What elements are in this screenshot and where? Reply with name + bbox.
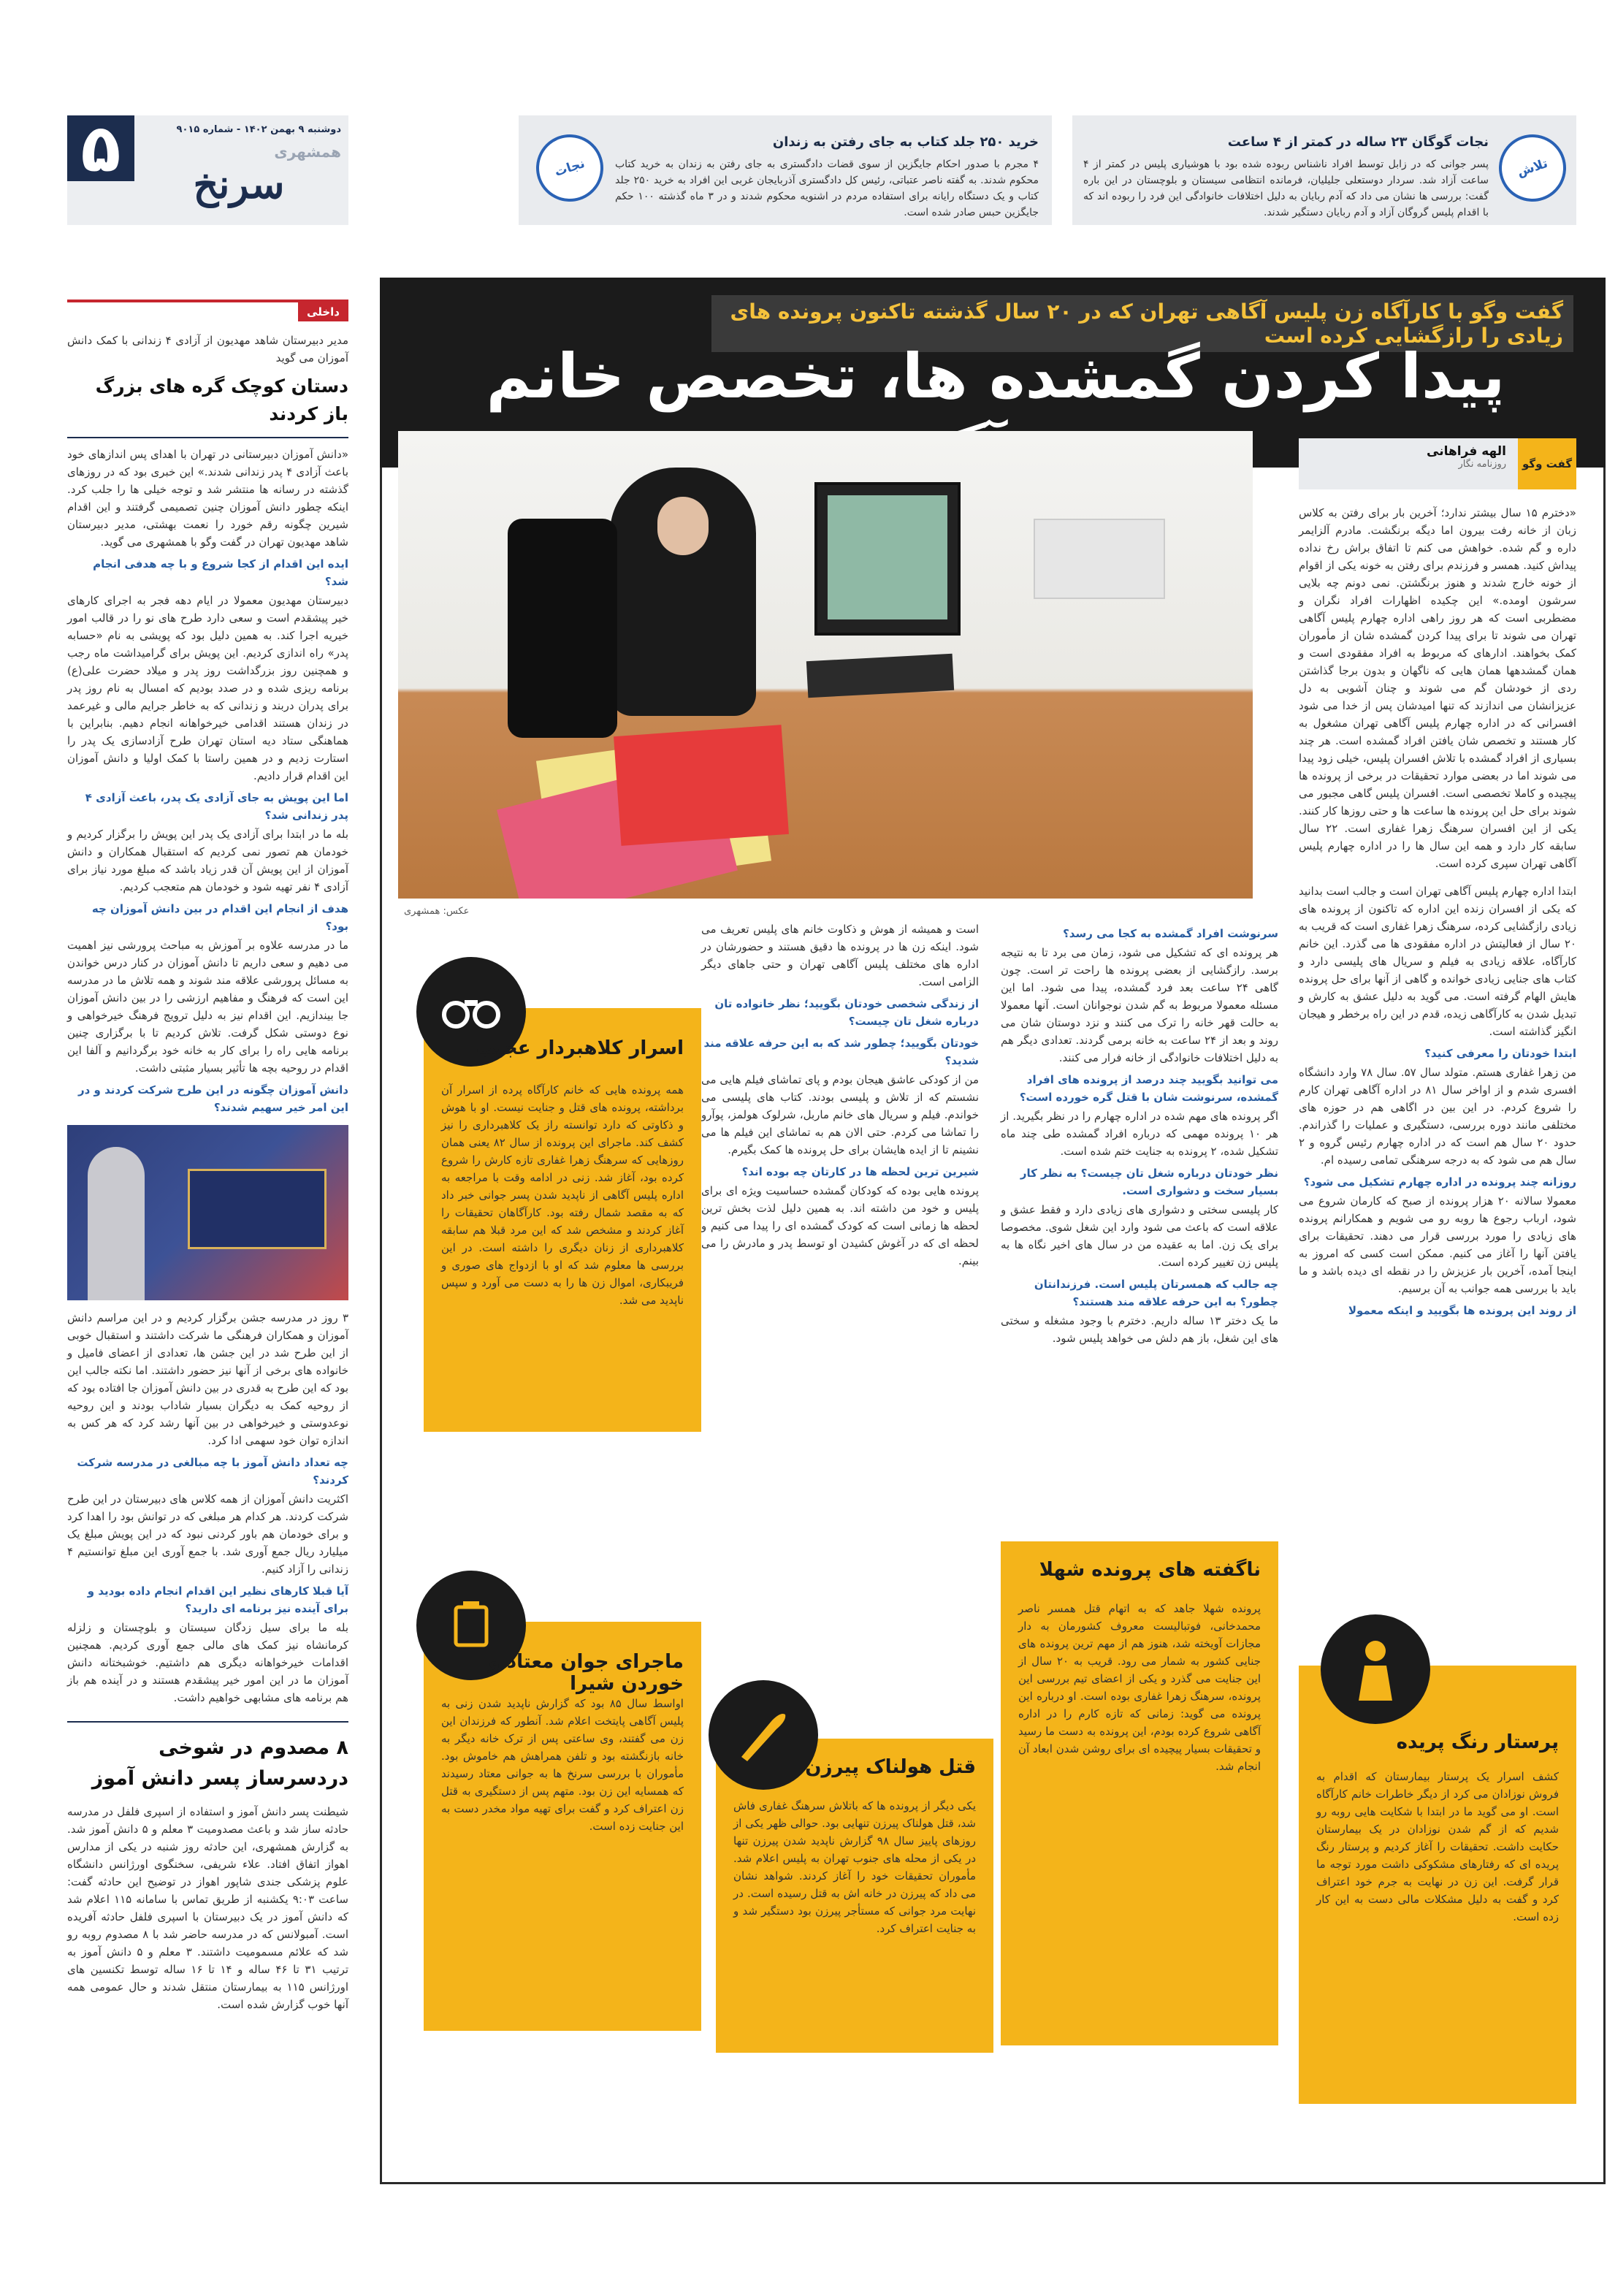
col1-p2: ابتدا اداره چهارم پلیس آگاهی تهران است و جالب است بدانید که یکی از افسران زنده این اداره که تاکنون از پرونده های زیادی رازگشایی کرده، سرهنگ زهرا غفاری است که قریب به ۲۰ سال از فعالیتش در اداره مفقودی ها می گذرد. این خانم کارآگاه، علاقه زیادی به فیلم و سریال های پلیسی دارد و کتاب های جنایی زیادی خوانده و گاهی از آنها برای حل پرونده هایش الهام گرفته است. می گوید به دلیل عشق به کارش و تبدیل شدن به کارآگاهی زیده، قدم در این راه برخطر و هیجان انگیز گذاشته است.: [1298, 885, 1576, 1038]
box-old-woman-body: یکی دیگر از پرونده ها که باتلاش سرهنگ غفاری فاش شد، قتل هولناک پیرزن تنهایی بود. حوالی ظهر یکی از روزهای پاییز سال ۹۸ گزارش ناپدید شدن پیرزن تنها در یکی از محله های جنوب تهران به پلیس اعلام شد. مأموران تحقیقات خود را آغاز کردند. شواهد نشان می داد که پیرزن در خانه اش به قتل رسیده است. در نهایت مرد جوانی که مستأجر پیرزن بود دستگیر شد و به جنایت اعتراف کرد.: [733, 1799, 976, 1935]
col3-q3: شیرین ترین لحظه ها در کارتان چه بوده اند؟: [741, 1165, 979, 1178]
box-nurse: [1299, 1666, 1576, 2104]
nurse-icon: [1321, 1614, 1430, 1724]
teaser-1-title: نجات گوگان ۲۳ ساله در کمتر از ۴ ساعت: [1227, 134, 1489, 150]
col2-p2: اگر پرونده های مهم شده در اداره چهارم را در نظر بگیرید. از هر ۱۰ پرونده مهمی که درباره افراد گمشده طی چند ماه تشکیل شده، ۲ پرونده به جنایت ختم شده است.: [1001, 1110, 1278, 1158]
col2-p4: ما یک دختر ۱۳ ساله داریم. دخترم با وجود مشغله و سختی های این شغل، باز هم دلش می خواهد پلیس شود.: [1001, 1314, 1279, 1345]
box-addict-title: ماجرای جوان معتاد و خوردن شیرا: [488, 1651, 684, 1695]
story1-title: دستان کوچک گره های بزرگ باز کردند: [95, 375, 348, 424]
story1-q5: چه تعداد دانش آموز با چه مبالغی در مدرسه شرکت کردند؟: [77, 1456, 348, 1487]
box-addict-body: اواسط سال ۸۵ بود که گزارش ناپدید شدن زنی به پلیس آگاهی پایتخت اعلام شد. آنطور که فرزندان این زن می گفتند، وی ساعتی پس از ترک خانه دیگر به خانه بازنگشته بود و تلفن همراهش هم خاموش بود. مأموران با بررسی سرنخ ها به جوانی معتاد رسیدند که همسایه این زن بود. متهم پس از دستگیری به قتل زن اعتراف کرد و گفت برای تهیه مواد مخدر دست به این جنایت زده است.: [441, 1697, 684, 1833]
byline: [1299, 438, 1576, 489]
col3-q1: خودتان بگویید؛ چطور شد که به این حرفه علاقه مند شدید؟: [703, 1037, 979, 1067]
col2-p1: هر پرونده ای که تشکیل می شود، زمان می برد تا به نتیجه برسد. رازگشایی از بعضی پرونده ها راحت تر است. چون گاهی ۲۴ ساعت بعد فرد گمشده، پیدا می شود. اما این مسئله معمولا مربوط به گم شدن نوجوانان است. آنها معمولا به حالت قهر خانه را ترک می کنند و نزد دوستان شان می روند و بعد از ۲۴ ساعت به خانه برمی گردند. تعدادی دیگر هم به دلیل اختلافات خانوادگی از خانه فرار می کنند.: [1001, 946, 1278, 1064]
col1-p3: من زهرا غفاری هستم. متولد سال ۵۷. سال ۷۸ وارد دانشگاه افسری شدم و از اواخر سال ۸۱ در اداره آگاهی تهران کارم را شروع کردم. در این بین در اگاهی هم در حوزه های مختلفی مانند دوره بررسی، دستگیری و عملیات را گذراندم. حدود ۲۰ سال هم است که در اداره چهارم رئیس گروه و ۲ سال هم می شود که به درجه سرهنگی تمامی رسیده ام.: [1299, 1066, 1577, 1167]
byline-label: گفت وگو: [1522, 457, 1573, 470]
teaser-1-stamp: تلاش: [1490, 126, 1575, 210]
story1-p1: «دانش آموزان دبیرستانی در تهران با اهدای پس اندازهای خود باعث آزادی ۴ پدر زندانی شدند.» این خبری بود که در روزهای گذشته در رسانه ها منتشر شد و توجه خیلی ها را جلب کرد. اینکه چطور دانش آموزان چنین تصمیمی گرفتند و این اقدام شیرین چگونه رقم خورد را نعمت بهشتی، مدیر دبیرستان شاهد مهدیون تهران در گفت وگو با همشهری می گوید.: [67, 448, 349, 549]
left-column-photo: [67, 1125, 348, 1300]
section-logo: سرنخ: [193, 161, 285, 207]
story1-q4: دانش آموزان چگونه در این طرح شرکت کردند و در این امر خیر سهیم شدند؟: [77, 1083, 348, 1114]
box-shahla: [1001, 1541, 1278, 2045]
box-shahla-title: ناگفته های پرونده شهلا: [1039, 1559, 1261, 1581]
article-photo: [398, 431, 1253, 899]
author-name: الهه فراهانی: [1427, 444, 1506, 459]
box-old-woman-title: قتل هولناک پیرزن: [805, 1756, 976, 1778]
story1-p4: ما در مدرسه علاوه بر آموزش به مباحث پرورشی نیز اهمیت می دهیم و سعی داریم تا دانش آموزان در کنار درس خواندن به مسائل پرورشی علاقه مند شوند و همه تلاش ما در مدرسه این است که فرهنگ و مفاهیم ارزشی را در بین دانش آموزان جا بیندازیم. این اقدام نیز به دلیل ترویج فرهنگ خیرخواهی و نوع دوستی شکل گرفت. تلاش کردیم تا با برگزاری چنین برنامه هایی راه را برای کار به خانه خود برگردانیم و آلفا این اقدام در روحیه بچه ها تأثیر بسیار مثبتی داشت.: [67, 939, 348, 1075]
box-swindler: [424, 1008, 701, 1432]
story1-p2: دبیرستان مهدیون معمولا در ایام دهه فجر به اجرای کارهای خیر پیشقدم است و سعی دارد طرح های نو را در قالب امور خیریه اجرا کند. به همین دلیل بود که پویشی به نام «حسابه پدر» راه اندازی کردیم. این پویش برای گرامیداشت ماه رجب و همچنین روز بزرگداشت روز پدر و میلاد حضرت علی(ع) برنامه ریزی شده و در صدد بودیم که امسال به نام روز پدر برای پدران دربند و زندانی که به خاطر جرایم مالی و غیرعمد در زندان هستند اقدامی خیرخواهانه انجام دهیم. بنابراین با هماهنگی ستاد دیه استان تهران طرح آزادسازی یک پدر را استارت زدیم و در همین راستا با کمک اولیا و دانش آموزان این اقدام قرار دادیم.: [67, 594, 348, 782]
box-shahla-body: پرونده شهلا جاهد که به اتهام قتل همسر ناصر محمدخانی، فوتبالیست معروف کشورمان به دار مجازات آویخته شد، هنوز هم از مهم ترین پرونده های جنایی کشور به شمار می رود. قریب به ۲۰ سال از این جنایت می گذرد و یکی از اعضای تیم بررسی این پرونده، سرهنگ زهرا غفاری بوده است. او درباره این پرونده می گوید: زمانی که تازه کارم را در اداره آگاهی شروع کرده بودم، این پرونده به دست ما رسید و تحقیقات بسیار پیچیده ای برای روشن شدن ابعاد آن انجام شد.: [1018, 1602, 1261, 1773]
section-tag: داخلی: [298, 302, 348, 321]
story1-q3: هدف از انجام این اقدام در بین دانش آموزان چه بود؟: [91, 902, 348, 933]
article-intro: «دخترم ۱۵ سال بیشتر ندارد؛ آخرین بار برای رفتن به کلاس زبان از خانه رفت بیرون اما دیگه برنگشت. مادرم آلزایمر داره و گم شده. خواهش می کنم تا اتفاق براش رخ نداده پیداش کنید. همسر و فرزندم برای رفتن به خونه یکی از اقوام از خونه خارج شدند و هنوز برنگشتن. نمی دونم چه بلایی سرشون اومده.» این چکیده اظهارات افراد نگران و مضطربی است که هر روز راهی اداره چهارم پلیس آگاهی تهران می شوند تا برای پیدا کردن گمشده شان از مأموران کمک بخواهند. ادارهای که مربوط به افراد مفقودی است و همان گمشدهها همان هایی که ناگهان و بدون برجا گذاشتن ردی از خودشان گم می شوند و چنان آشوبی به دل عزیزانشان می اندازند که تنها امیدشان پس از خدا می شود افسرانی که در اداره چهارم پلیس آگاهی تهران مشغول به کار هستند و تخصص شان یافتن افراد گمشده است. هر چند بسیاری از افراد گمشده با تلاش افسران پلیس، خیلی زود پیدا می شوند اما در بعضی موارد تحقیقات در برخی از پرونده ها پیچیده و کاملا تخصصی است. افسران پلیس گاهی مجبور می شوند برای حل این پرونده ها ساعت ها و حتی روزها کار کنند. یکی از این افسران سرهنگ زهرا غفاری است. ۲۲ سال سابقه کار دارد و همه این سال ها را در اداره چهارم پلیس آگاهی تهران سپری کرده است.: [1299, 506, 1576, 870]
box-swindler-body: همه پرونده هایی که خانم کارآگاه پرده از اسرار آن برداشته، پرونده های قتل و جنایت نیست. او با هوش و ذکاوتی که دارد توانسته راز یک کلاهبرداری را نیز کشف کند. ماجرای این پرونده از سال ۸۲ یعنی همان روزهایی که سرهنگ زهرا غفاری تازه کارش را شروع کرده بود، آغاز شد. زنی در ادامه وقت با مراجعه به اداره پلیس آگاهی از ناپدید شدن پسر جوانی خبر داد که به مقصد شمال رفته بود. کارآگاهان تحقیقات را آغاز کردند و مشخص شد که این مرد قبلا هم سابقه کلاهبرداری از زنان دیگری را داشته است. در این بررسی ها معلوم شد که او با ازدواج های صوری و فریبکاری، اموال زن ها را به دست می آورد و سپس ناپدید می شد.: [441, 1083, 684, 1307]
col3-p2: است و همیشه از هوش و ذکاوت خانم های پلیس تعریف می شود. اینکه زن ها در پرونده ها دقیق هستند و حضورشان در اداره های مختلف پلیس آگاهی تهران و حتی جاهای دیگر الزامی است.: [701, 923, 979, 988]
article-supertitle: گفت وگو با کارآگاه زن پلیس آگاهی تهران که در ۲۰ سال گذشته تاکنون پرونده های زیادی را رازگشایی کرده است: [711, 295, 1573, 352]
teaser-2-stamp: نجات: [527, 126, 612, 210]
date-line: دوشنبه ۹ بهمن ۱۴۰۲ - شماره ۹۰۱۵: [176, 124, 341, 135]
col3-p1: من از کودکی عاشق هیجان بودم و پای تماشای فیلم هایی می نشستم که از تلاش و پلیسی بودند. کتاب های پلیسی می خواندم. فیلم و سریال های خانم ماربل، شرلوک هولمز، پوآرو را تماشا می کردم. حتی الان هم به تماشای این فیلم ها می نشینم تا از ایده هایشان برای حل پرونده ها کمک بگیرم.: [701, 1073, 979, 1156]
article-col-2: [1001, 920, 1278, 1347]
teaser-2-title: خرید ۲۵۰ جلد کتاب به جای رفتن به زندان: [772, 134, 1039, 150]
story1-intro: مدیر دبیرستان شاهد مهدیون از آزادی ۴ زندانی با کمک دانش آموزان می گوید: [67, 334, 348, 365]
left-column: [67, 300, 348, 2013]
col2-q4: چه جالب که همسرتان پلیس است. فرزندانتان چطور؟ به این حرفه علاقه مند هستند؟: [1034, 1278, 1278, 1308]
story1-p6: اکثریت دانش آموزان از همه کلاس های دبیرستان در این طرح شرکت کردند. هر کدام هر مبلغی که در توانش بود را اهدا کرد و برای خودمان هم باور کردنی نبود که در این پویش مبلغ یک میلیارد ریال جمع آوری شد. با جمع آوری این مبلغ توانستیم ۴ زندانی را آزاد کنیم.: [67, 1492, 348, 1576]
story1-q2: اما این پویش به جای آزادی یک پدر، باعث آزادی ۴ پدر زندانی شد؟: [85, 791, 348, 822]
col2-q2: می توانید بگویید چند درصد از پرونده های افراد گمشده، سرنوشت شان با قتل گره خورده است؟: [1019, 1073, 1278, 1104]
story1-p7: بله ما برای سیل زدگان سیستان و بلوچستان و زلزله کرمانشاه نیز کمک های مالی جمع آوری کردیم. همچنین اقدامات خیرخواهانه دیگری هم داشتیم. خوشبختانه دانش آموزان ما در این امور خیر پیشقدم هستند و در آینده هم باز هم برنامه های مشابهی خواهیم داشت.: [67, 1621, 348, 1704]
col2-p3: کار پلیسی سختی و دشواری های زیادی دارد و فقط عشق و علاقه است که باعث می شود وارد این شغل شوی. مخصوصا برای یک زن. اما به عقیده من در سال های اخیر نگاه ها به پلیس زن تغییر کرده است.: [1001, 1203, 1278, 1269]
paper-name: همشهری: [274, 143, 341, 161]
story1-q6: آیا قبلا کارهای نظیر این اقدام انجام داده بودید و برای آینده نیز برنامه ای دارید؟: [87, 1584, 348, 1615]
teaser-2-body: ۴ مجرم با صدور احکام جایگزین از سوی قضات دادگستری به جای رفتن به زندان به خرید کتاب محکوم شدند. به گفته ناصر عتباتی، رئیس کل دادگستری آذربایجان غربی این افراد به خرید ۲۵۰ جلد کتاب و یک دستگاه رایانه برای استفاده مردم در اشنویه محکوم شدند و در ۳ ماه گذشته ۱۰۰ حکم جایگزین حبس صادر شده است.: [615, 159, 1039, 218]
col1-q3: از روند این پرونده ها بگویید و اینکه معمولا: [1348, 1304, 1576, 1317]
col2-q1: سرنوشت افراد گمشده به کجا می رسد؟: [1063, 927, 1278, 940]
knife-icon: [709, 1680, 818, 1790]
col2-q3: نظر خودتان درباره شغل تان چیست؟ به نظر کار بسیار سخت و دشواری است.: [1020, 1167, 1278, 1197]
box-old-woman: [716, 1739, 993, 2053]
box-nurse-body: کشف اسرار یک پرستار بیمارستان که اقدام به فروش نوزادان می کرد از دیگر خاطرات خانم کارآگاه است. او می گوید ما در ابتدا با شکایت هایی روبه رو شدیم که از گم شدن نوزادان در یک بیمارستان حکایت داشت. تحقیقات را آغاز کردیم و پرستار رنگ پریده ای که رفتارهای مشکوکی داشت مورد توجه ما قرار گرفت. این زن در نهایت به جرم خود اعتراف کرد و گفت به دلیل مشکلات مالی دست به این کار زده است.: [1316, 1770, 1559, 1923]
article-headline: پیدا کردن گمشده ها، تخصص خانم: [486, 340, 1505, 412]
author-role: روزنامه نگار: [1458, 459, 1506, 470]
teaser-1-body: پسر جوانی که در زابل توسط افراد ناشناس ربوده شده بود با هوشیاری پلیس در کمتر از ۴ ساعت آزاد شد. سردار دوستعلی جلیلیان، فرمانده انتظامی سیستان و بلوچستان در این باره گفت: بررسی ها نشان می داد که آدم ربایان به دلیل اختلافات خانوادگی این فرد را ربوده اند که با اقدام پلیس گروگان آزاد و آدم ربایان دستگیر شدند.: [1083, 159, 1489, 218]
col3-p3: پرونده هایی بوده که کودکان گمشده حساسیت ویژه ای برای پلیس و خود من داشته اند. به همین دلیل لذت بخش ترین لحظه ها زمانی است که کودک گمشده ای را پیدا می کنیم و لحظه ای که در آغوش کشیدن او توسط پدر و مادرش را می بینم.: [701, 1184, 979, 1267]
box-addict: [424, 1622, 701, 2031]
story1-p5: ۳ روز در مدرسه جشن برگزار کردیم و در این مراسم دانش آموزان و همکاران فرهنگی ما شرکت داشتند و استقبال خوبی از این طرح شد در این جشن ها، تعدادی از اعضای فامیل و خانواده های برخی از آنها نیز حضور داشتند. اما نکته جالب این بود که این طرح به قدری در بین دانش آموزان جا افتاده بود که از روحیه کمک به دیگران بسیار شاداب بودند و این روحیه نوعدوستی و خیرخواهی در بین آنها رشد کرد که هر کس به اندازه توان خود سهمی ادا کرد.: [67, 1311, 348, 1447]
story1-p3: بله ما در ابتدا برای آزادی یک پدر این پویش را برگزار کردیم و خودمان هم تصور نمی کردیم که استقبال همکاران و دانش آموزان از این پویش آن قدر زیاد باشد که مبلغ مورد نیاز برای آزادی ۴ نفر تهیه شود و خودمان هم متعجب کردیم.: [67, 828, 348, 893]
teaser-2: [519, 115, 1052, 225]
col1-p4: معمولا سالانه ۲۰ هزار پرونده از صبح که کارمان شروع می شود، ارباب رجوع ها روبه رو می شویم و همکارانم پرونده های زیادی را مورد بررسی قرار می دهند. تحقیقات برای یافتن آنها را آغاز می کنیم. ممکن است کسی که امروز به اینجا آمده، آخرین بار عزیزش را در نقطه ای دیده باشد و ما باید با بررسی همه جوانب به آن برسیم.: [1299, 1194, 1576, 1295]
article-col-1: [1299, 504, 1576, 1321]
teaser-1: [1072, 115, 1576, 225]
story2-body: شیطنت پسر دانش آموز و استفاده از اسپری فلفل در مدرسه حادثه ساز شد و باعث مصدومیت ۳ معلم و ۵ دانش آموز شد. به گزارش همشهری، این حادثه روز شنبه در یکی از مدارس اهواز اتفاق افتاد. علاء شریفی، سخنگوی اورژانس دانشگاه علوم پزشکی جندی شاپور اهواز در توضیح این حادثه گفت: ساعت ۹:۰۳ یکشنبه از طریق تماس با سامانه ۱۱۵ اعلام شد که دانش آموز در یک دبیرستان با اسپری فلفل حادثه آفریده است. آمبولانس که در مدرسه حاضر شد با ۸ مصدوم روبه رو شد که علائم مسمومیت داشتند. ۳ معلم و ۵ دانش آموز به ترتیب ۳۱ تا ۴۶ ساله و ۱۴ تا ۱۶ ساله توسط تکنسین های اورژانس ۱۱۵ به بیمارستان منتقل شدند و حال عمومی همه آنها خوب گزارش شده است.: [67, 1805, 349, 2011]
story2-title: ۸ مصدوم در شوخی دردسرساز پسر دانش آموز: [91, 1736, 348, 1790]
photo-caption: عکس: همشهری: [404, 906, 470, 917]
page-number: ۵: [67, 115, 134, 181]
story1-q1: ایده این اقدام از کجا شروع و با چه هدفی انجام شد؟: [93, 557, 348, 588]
col1-q2: روزانه چند پرونده در اداره چهارم تشکیل می شود؟: [1303, 1175, 1576, 1189]
col3-q2: از زندگی شخصی خودتان بگویید؛ نظر خانواده تان درباره شغل تان چیست؟: [714, 997, 979, 1028]
box-swindler-title: اسرار کلاهبردار عجیب: [476, 1037, 684, 1059]
box-nurse-title: پرستار رنگ پریده: [1396, 1731, 1559, 1753]
col1-q1: ابتدا خودتان را معرفی کنید؟: [1424, 1047, 1576, 1060]
article-col-3: [701, 920, 979, 1270]
